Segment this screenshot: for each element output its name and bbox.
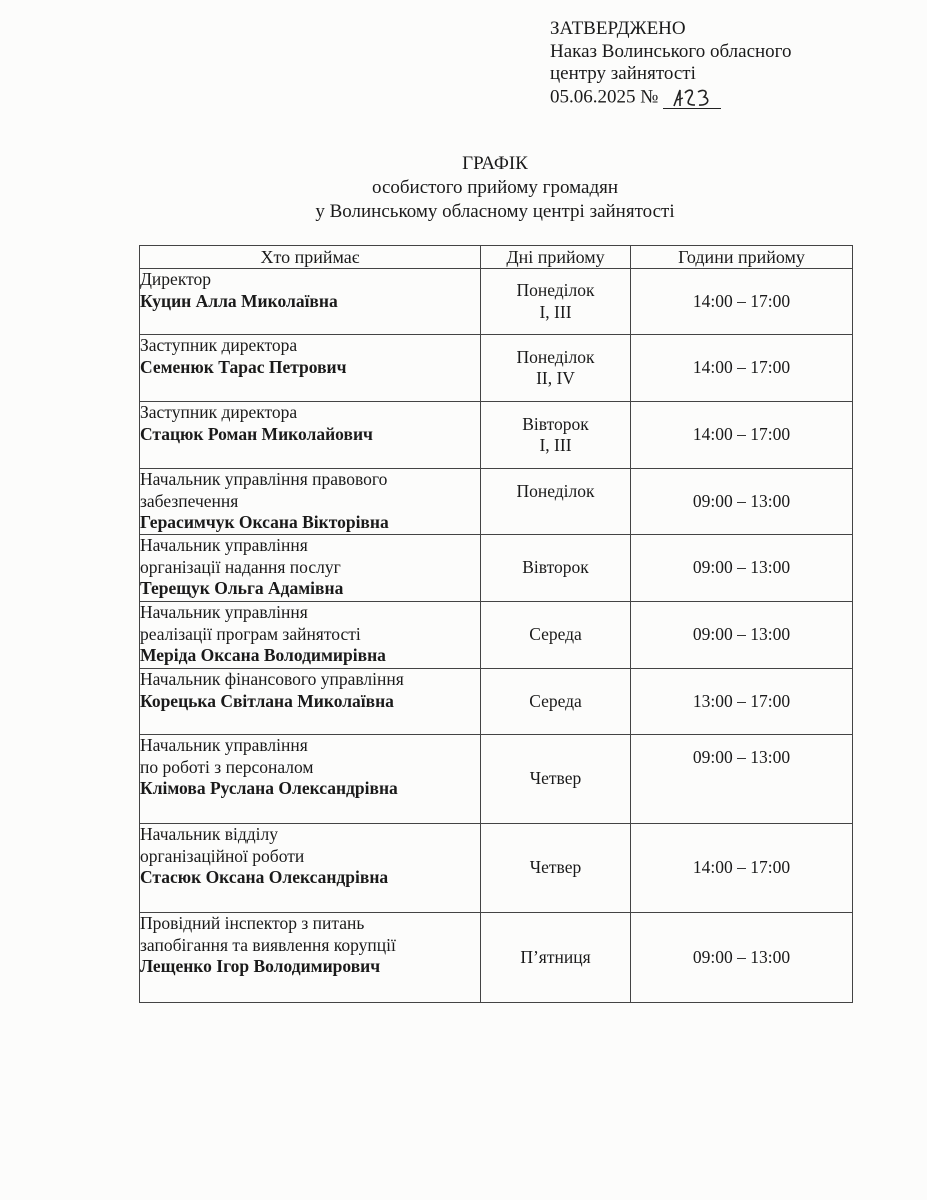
cell-days [481, 735, 631, 824]
person-name: Стасюк Оксана Олександрівна [140, 867, 389, 887]
approval-stamp [550, 18, 792, 109]
title-subtitle-1: особистого прийому громадян [371, 177, 619, 198]
cell-days [481, 602, 631, 669]
cell-who [140, 602, 481, 669]
table-row [140, 913, 853, 1003]
cell-who [140, 402, 481, 469]
person-name: Корецька Світлана Миколаївна [140, 690, 394, 711]
approval-order-issuer-cont: центру зайнятості [550, 63, 696, 84]
cell-hours: 09:00 – 13:00 [631, 602, 853, 669]
person-name: Стацюк Роман Миколайович [140, 423, 373, 444]
cell-hours: 09:00 – 13:00 [631, 913, 853, 1003]
position: Директор [140, 269, 212, 289]
handwritten-number-icon [671, 86, 717, 110]
cell-days [481, 824, 631, 913]
table-row [140, 669, 853, 735]
reception-day: Понеділок [516, 481, 595, 501]
position-cont: організації надання послуг [140, 556, 341, 577]
approval-date-line [550, 86, 792, 109]
person-name: Семенюк Тарас Петрович [140, 356, 347, 377]
reception-weeks: II, IV [536, 368, 575, 388]
position: Начальник управління правового [140, 469, 388, 489]
cell-who [140, 535, 481, 602]
position-cont: по роботі з персоналом [140, 756, 314, 777]
cell-who [140, 469, 481, 535]
person-name: Меріда Оксана Володимирівна [140, 645, 386, 665]
cell-days [481, 269, 631, 335]
position: Заступник директора [140, 335, 298, 355]
cell-days [481, 535, 631, 602]
reception-schedule-table [139, 245, 853, 1003]
position: Начальник управління [140, 735, 308, 755]
title-heading: ГРАФІК [462, 153, 528, 174]
person-name: Терещук Ольга Адамівна [140, 578, 344, 598]
cell-who [140, 269, 481, 335]
reception-weeks: I, III [539, 301, 572, 322]
header-who: Хто приймає [140, 246, 481, 269]
reception-day: Четвер [529, 857, 582, 878]
position-cont: запобігання та виявлення корупції [140, 934, 396, 955]
header-hours: Години прийому [631, 246, 853, 269]
position: Начальник управління [140, 535, 308, 555]
table-row [140, 602, 853, 669]
reception-day: Середа [529, 690, 582, 711]
handwritten-order-number [663, 86, 721, 109]
cell-days [481, 335, 631, 402]
cell-days [481, 402, 631, 469]
cell-who [140, 669, 481, 735]
approval-order-issuer: Наказ Волинського обласного [550, 40, 792, 62]
reception-day: Вівторок [522, 557, 589, 578]
cell-days [481, 669, 631, 735]
reception-weeks: I, III [539, 435, 572, 455]
cell-days [481, 469, 631, 535]
reception-day: Понеділок [516, 346, 595, 367]
title-subtitle-2: у Волинському обласному центрі зайнятості [315, 201, 675, 222]
reception-day: Четвер [529, 768, 582, 789]
table-row [140, 824, 853, 913]
position-cont: організаційної роботи [140, 845, 305, 866]
reception-day: Середа [529, 624, 582, 645]
cell-hours: 13:00 – 17:00 [631, 669, 853, 735]
table-row [140, 535, 853, 602]
position-cont: реалізації програм зайнятості [140, 623, 361, 644]
person-name: Клімова Руслана Олександрівна [140, 778, 398, 798]
table-row [140, 469, 853, 535]
cell-hours: 14:00 – 17:00 [631, 824, 853, 913]
cell-who [140, 824, 481, 913]
approval-heading: ЗАТВЕРДЖЕНО [550, 18, 686, 39]
cell-hours: 09:00 – 13:00 [631, 469, 853, 535]
position: Начальник управління [140, 602, 308, 622]
person-name: Куцин Алла Миколаївна [140, 290, 338, 311]
cell-hours: 14:00 – 17:00 [631, 335, 853, 402]
document-title [140, 152, 850, 224]
position-cont: забезпечення [140, 490, 239, 511]
table-row [140, 269, 853, 335]
table-row [140, 402, 853, 469]
table-row [140, 735, 853, 824]
reception-day: П’ятниця [520, 946, 591, 967]
cell-hours: 09:00 – 13:00 [631, 735, 853, 824]
header-days: Дні прийому [481, 246, 631, 269]
approval-date: 05.06.2025 № [550, 86, 659, 107]
reception-day: Понеділок [516, 280, 595, 300]
cell-hours: 14:00 – 17:00 [631, 269, 853, 335]
cell-who [140, 735, 481, 824]
position: Начальник відділу [140, 824, 279, 844]
person-name: Лещенко Ігор Володимирович [140, 956, 381, 976]
person-name: Герасимчук Оксана Вікторівна [140, 512, 389, 532]
cell-who [140, 335, 481, 402]
cell-hours: 09:00 – 13:00 [631, 535, 853, 602]
cell-who [140, 913, 481, 1003]
position: Заступник директора [140, 402, 298, 422]
cell-days [481, 913, 631, 1003]
table-header-row [140, 246, 853, 269]
cell-hours: 14:00 – 17:00 [631, 402, 853, 469]
table-row [140, 335, 853, 402]
position: Провідний інспектор з питань [140, 913, 365, 933]
reception-day: Вівторок [522, 413, 589, 434]
position: Начальник фінансового управління [140, 669, 404, 689]
